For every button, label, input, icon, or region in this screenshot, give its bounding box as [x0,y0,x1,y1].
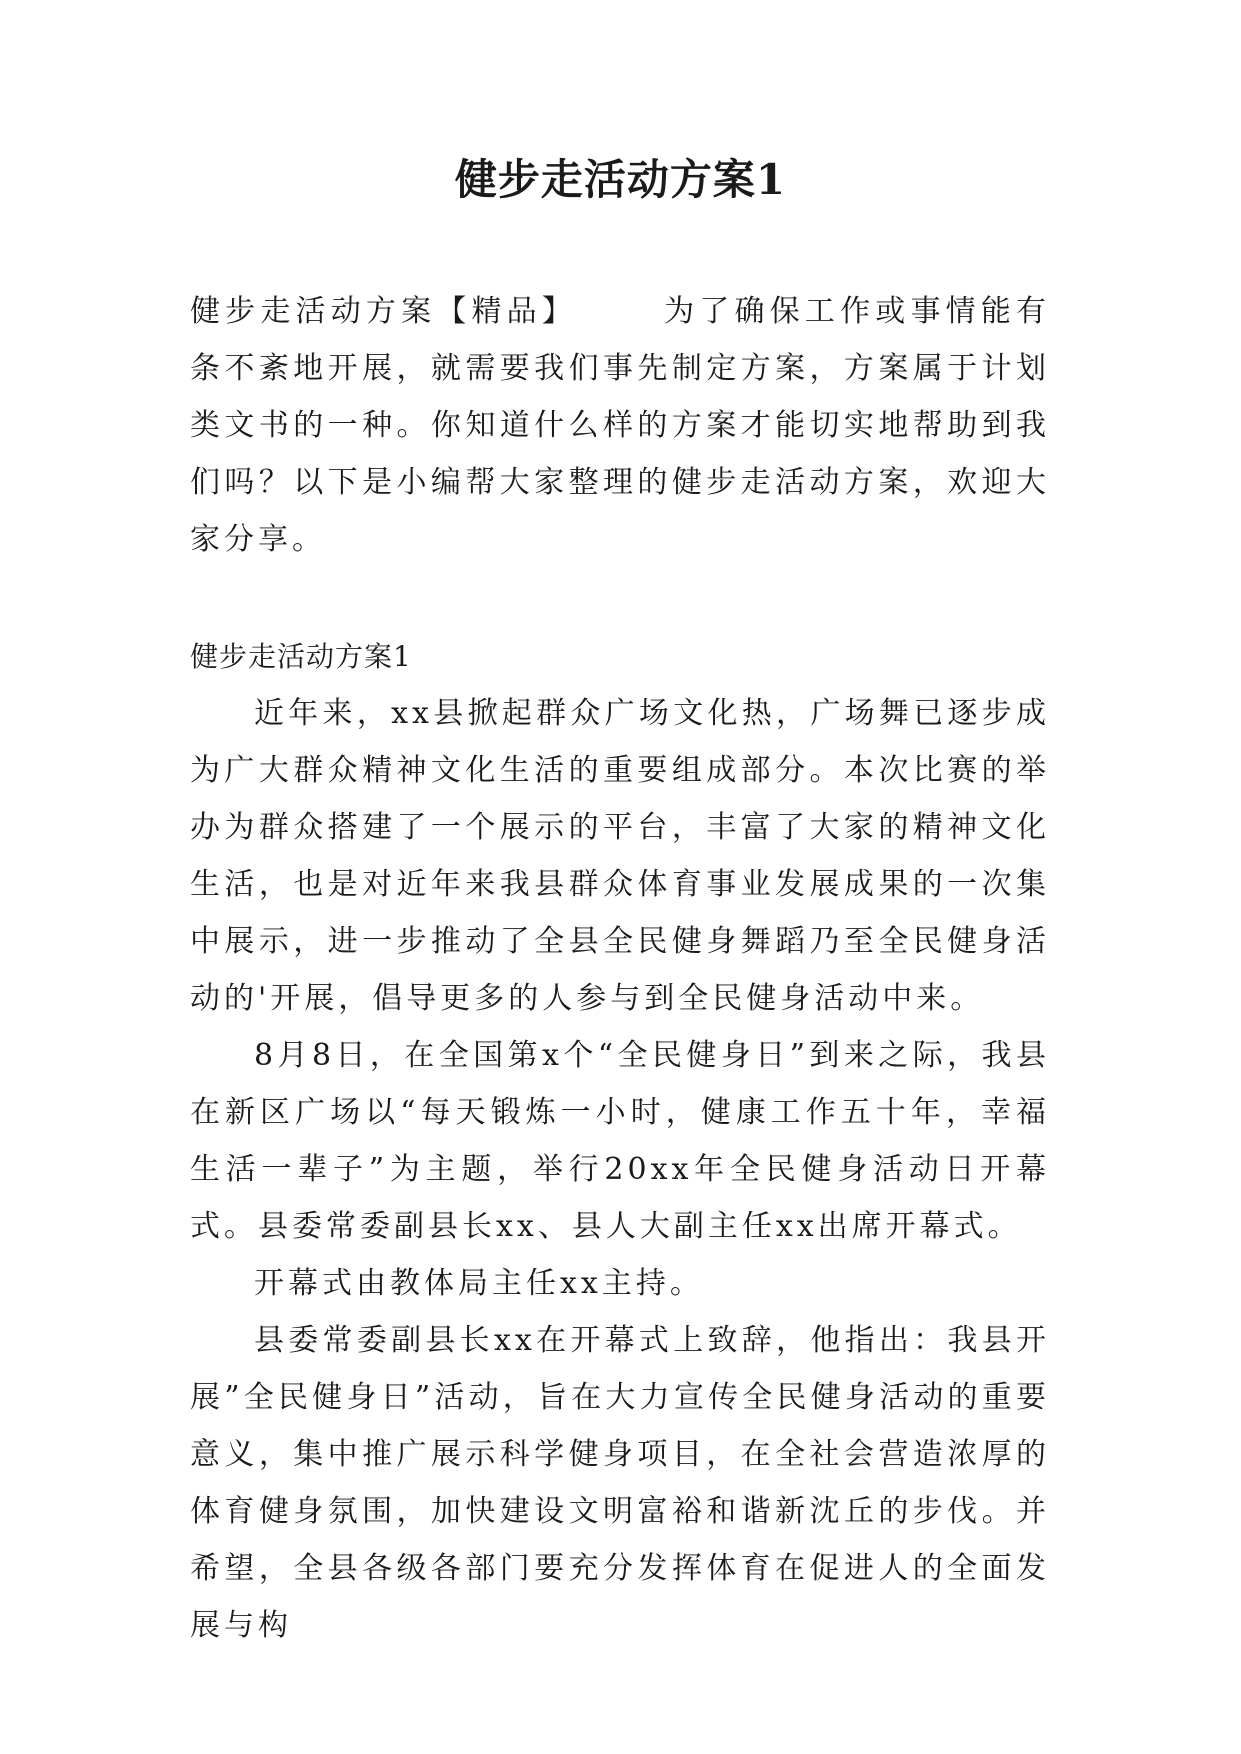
intro-text: 为了确保工作或事情能有条不紊地开展，就需要我们事先制定方案，方案属于计划类文书的一种。你知道什么样的方案才能切实地帮助到我们吗？以下是小编帮大家整理的健步走活动方案，欢迎大家分享。 [190,294,1050,557]
intro-paragraph [190,283,1050,568]
intro-lead: 健步走活动方案【精品】 [190,294,577,329]
body-paragraph: 近年来，xx县掀起群众广场文化热，广场舞已逐步成为广大群众精神文化生活的重要组成部分。本次比赛的举办为群众搭建了一个展示的平台，丰富了大家的精神文化生活，也是对近年来我县群众体育事业发展成果的一次集中展示，进一步推动了全县全民健身舞蹈乃至全民健身活动的'开展，倡导更多的人参与到全民健身活动中来。 [190,696,1050,1016]
document-body [190,283,1050,1654]
body-paragraph: 开幕式由教体局主任xx主持。 [254,1266,704,1301]
body-paragraph: 县委常委副县长xx在开幕式上致辞，他指出：我县开展”全民健身日”活动，旨在大力宣传全民健身活动的重要意义，集中推广展示科学健身项目，在全社会营造浓厚的体育健身氛围，加快建设文明富裕和谐新沈丘的步伐。并希望，全县各级各部门要充分发挥体育在促进人的全面发展与构 [190,1323,1050,1643]
body-paragraph: 8月8日，在全国第x个“全民健身日”到来之际，我县在新区广场以“每天锻炼一小时，健康工作五十年，幸福生活一辈子”为主题，举行20xx年全民健身活动日开幕式。县委常委副县长xx、县人大副主任xx出席开幕式。 [190,1038,1050,1244]
document-title: 健步走活动方案1 [454,155,787,204]
section-heading: 健步走活动方案1 [190,640,412,673]
